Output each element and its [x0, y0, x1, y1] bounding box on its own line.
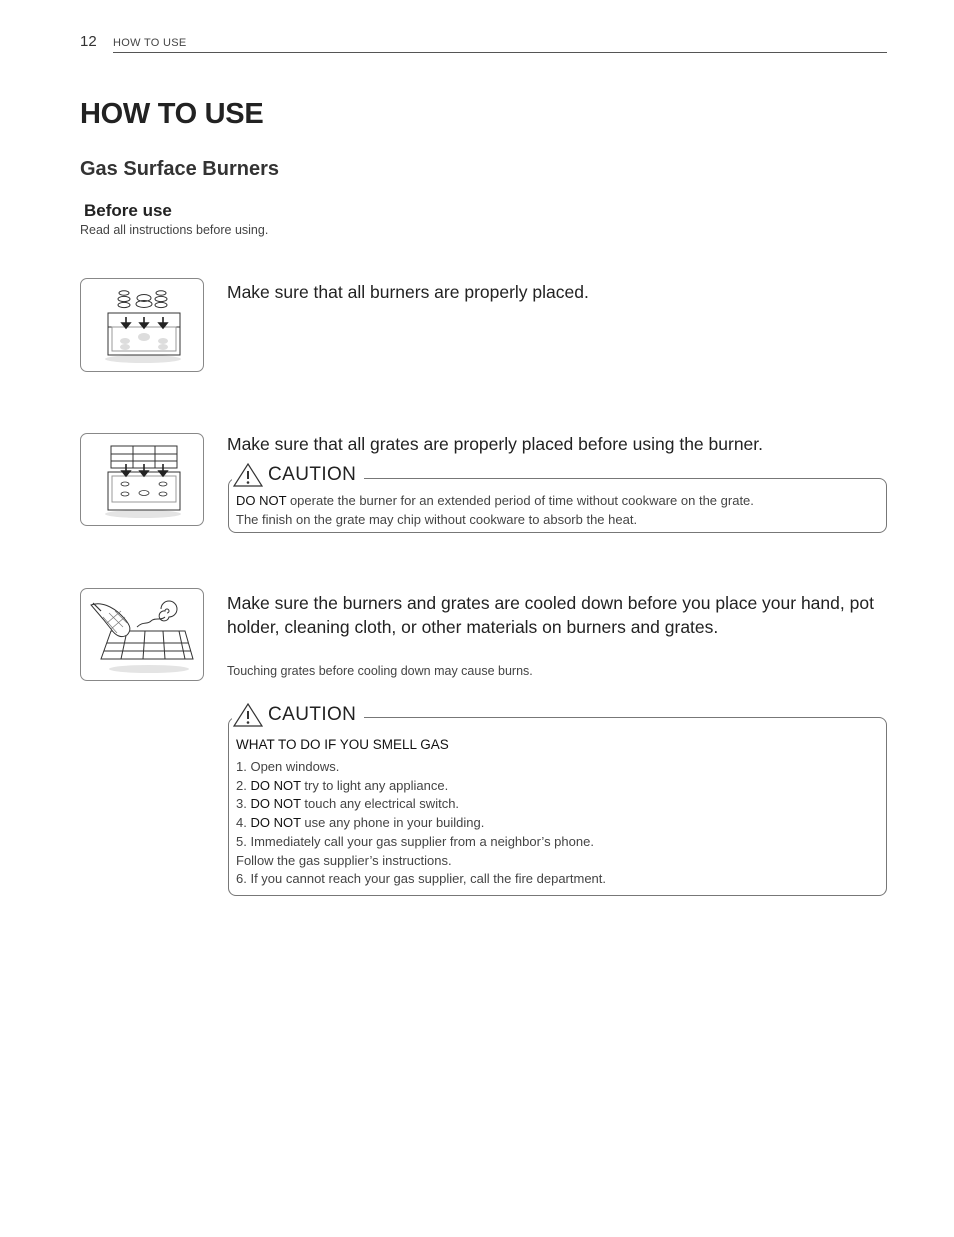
before-use-text: Read all instructions before using. [80, 223, 269, 237]
list-item: 1. Open windows. [236, 759, 340, 774]
before-use-heading: Before use [84, 201, 172, 220]
caution-word: CAUTION [268, 704, 357, 725]
list-item: 6. If you cannot reach your gas supplier, call the fire department. [236, 871, 607, 887]
caution-label-2 [232, 702, 364, 728]
running-header: HOW TO USE [113, 37, 187, 49]
list-item-continuation: Follow the gas supplier’s instructions. [236, 852, 452, 868]
step-3-text: Make sure the burners and grates are cooled down before you place your hand, pot holder, cleaning cloth, or other materials on burners and grates. [227, 593, 874, 637]
gas-smell-list [236, 758, 606, 889]
caution-label-1 [232, 462, 364, 488]
warning-triangle-icon [232, 702, 264, 728]
gas-smell-heading: WHAT TO DO IF YOU SMELL GAS [236, 737, 449, 752]
caution-1-body [236, 491, 754, 529]
step-3-note: Touching grates before cooling down may cause burns. [227, 664, 533, 678]
do-not-emphasis: DO NOT [236, 493, 287, 508]
list-item: 3. DO NOT touch any electrical switch. [236, 796, 460, 812]
page-number: 12 [80, 33, 97, 50]
step-1-text: Make sure that all burners are properly placed. [227, 282, 589, 302]
caution-1-line1: operate the burner for an extended period of time without cookware on the grate. [286, 493, 754, 508]
caution-word: CAUTION [268, 464, 357, 485]
page-title: HOW TO USE [80, 98, 264, 130]
list-item: 2. DO NOT try to light any appliance. [236, 777, 449, 793]
section-title: Gas Surface Burners [80, 158, 279, 180]
burners-placement-illustration [80, 278, 204, 372]
header-rule [113, 52, 887, 53]
grates-placement-illustration [80, 433, 204, 526]
step-2-text: Make sure that all grates are properly placed before using the burner. [227, 434, 764, 454]
hot-grate-illustration [80, 588, 204, 681]
caution-1-line2: The finish on the grate may chip without cookware to absorb the heat. [236, 512, 638, 527]
warning-triangle-icon [232, 462, 264, 488]
list-item: 4. DO NOT use any phone in your building. [236, 815, 485, 831]
list-item: 5. Immediately call your gas supplier from a neighbor’s phone. [236, 833, 594, 849]
